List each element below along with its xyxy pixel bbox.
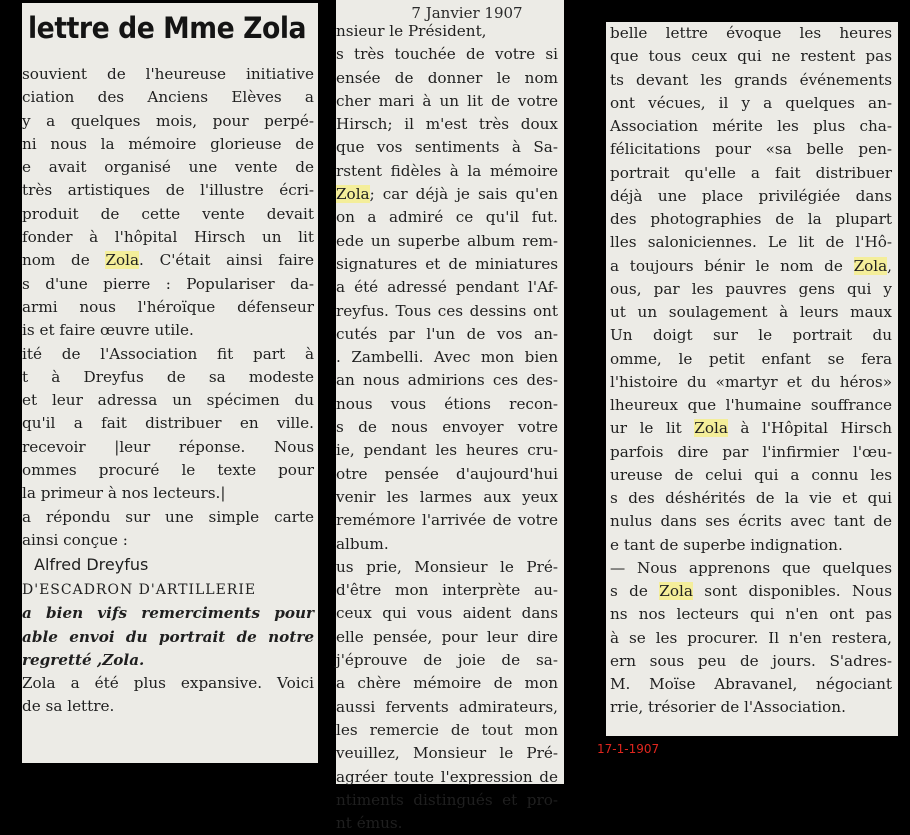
text-line: omme, le petit enfant se fera (610, 349, 892, 368)
text-line: us prie, Monsieur le Pré- (336, 557, 558, 576)
highlighted-name: Zola (105, 251, 140, 270)
text-line: regretté ,Zola. (22, 650, 145, 669)
text-line: an nous admirions ces des- (336, 371, 558, 390)
text-line: très artistiques de l'illustre écri- (22, 181, 314, 200)
text-segment: à l'Hôpital Hirsch (727, 419, 892, 438)
text-line: belle lettre évoque les heures (610, 24, 892, 42)
text-line: armi nous l'héroïque défenseur (22, 297, 314, 316)
text-line: lheureux que l'humaine souffrance (610, 396, 892, 414)
text-line: elle pensée, pour leur dire (336, 627, 558, 646)
text-line: à se les procurer. Il n'en restera, (610, 628, 892, 647)
text-line: s de nous envoyer votre (336, 418, 558, 437)
text-line: ut un soulagement à leurs maux (610, 303, 892, 321)
text-line: ede un superbe album rem- (336, 231, 558, 250)
text-line: souvient de l'heureuse initiative (22, 65, 314, 83)
date-caption: 17-1-1907 (597, 742, 660, 756)
highlighted-name: Zola (853, 256, 888, 275)
text-line: qu'il a fait distribuer en ville. (22, 414, 314, 433)
text-line: des photographies de la plupart (610, 210, 892, 228)
text-line: t à Dreyfus de sa modeste (22, 367, 314, 386)
text-segment: a toujours bénir le nom de (610, 256, 854, 275)
text-line: ensée de donner le nom (336, 68, 558, 87)
text-line: de sa lettre. (22, 697, 115, 716)
text-line: ainsi conçue : (22, 530, 128, 549)
text-line: ciation des Anciens Elèves a (22, 88, 314, 107)
text-line: remémore l'arrivée de votre (336, 511, 558, 530)
text-segment: ur le lit (610, 419, 695, 438)
text-segment: ; car déjà je sais qu'en (369, 185, 558, 204)
text-line: e avait organisé une vente de (22, 158, 314, 177)
text-line: nulus dans ses écrits avec tant de (610, 512, 892, 531)
text-line: is et faire œuvre utile. (22, 321, 194, 340)
text-line: ureuse de celui qui a connu les (610, 465, 892, 484)
newspaper-clipping-right (606, 22, 898, 736)
text-segment: , (887, 256, 892, 275)
text-line: rrie, trésorier de l'Association. (610, 698, 846, 717)
letter-dateline: 7 Janvier 1907 (411, 4, 523, 22)
text-line: Un doigt sur le portrait du (610, 326, 892, 345)
column-text (22, 63, 314, 719)
text-line: otre pensée d'aujourd'hui (336, 464, 558, 483)
text-line: agréer toute l'expression de (336, 767, 558, 786)
text-line: parfois dire par l'infirmier l'œu- (610, 442, 892, 461)
column-text (336, 20, 558, 835)
text-line: nous vous étions recon- (336, 394, 558, 413)
text-line: ie, pendant les heures cru- (336, 441, 558, 460)
highlighted-name: Zola (694, 419, 728, 438)
highlighted-name: Zola (336, 185, 370, 204)
text-line: portrait qu'elle a fait distribuer (610, 163, 892, 182)
text-line: produit de cette vente devait (22, 204, 314, 223)
text-line: veuillez, Monsieur le Pré- (336, 744, 558, 763)
text-line: y a quelques mois, pour perpé- (22, 111, 314, 130)
text-line: déjà une place privilégiée dans (610, 186, 892, 205)
text-line: rstent fidèles à la mémoire (336, 161, 558, 180)
text-line: la primeur à nos lecteurs.| (22, 484, 226, 503)
text-line: a bien vifs remerciments pour (22, 604, 314, 623)
text-line: album. (336, 534, 389, 553)
text-line: nt émus. (336, 814, 403, 833)
text-line: Association mérite les plus cha- (610, 117, 892, 135)
column-text (610, 22, 892, 720)
text-line (336, 183, 558, 206)
text-line: ns nos lecteurs qui n'en ont pas (610, 605, 892, 624)
text-line: s très touchée de votre si (336, 45, 558, 64)
text-line: D'ESCADRON D'ARTILLERIE (22, 582, 257, 599)
text-line: lles saloniciennes. Le lit de l'Hô- (610, 233, 892, 252)
text-line: — Nous apprenons que quelques (610, 558, 892, 577)
text-line: cutés par l'un de vos an- (336, 324, 558, 343)
text-line: M. Moïse Abravanel, négociant (610, 675, 892, 693)
text-line: les remercie de tout mon (336, 720, 558, 739)
text-line: Alfred Dreyfus (34, 555, 149, 575)
text-line: signatures et de miniatures (336, 254, 558, 273)
text-line: que vos sentiments à Sa- (336, 138, 558, 157)
highlighted-name: Zola (659, 582, 693, 600)
text-line (610, 580, 892, 603)
text-line: aussi fervents admirateurs, (336, 697, 558, 716)
text-line (610, 417, 892, 440)
text-line: . Zambelli. Avec mon bien (336, 348, 558, 367)
text-line: cher mari à un lit de votre (336, 91, 558, 110)
text-line: ern sous peu de jours. S'adres- (610, 651, 892, 670)
text-line: able envoi du portrait de notre (22, 627, 314, 646)
text-line: que tous ceux qui ne restent pas (610, 47, 892, 66)
article-heading: lettre de Mme Zola (28, 11, 307, 45)
text-line: ont vécues, il y a quelques an- (610, 93, 892, 112)
text-line: s d'une pierre : Populariser da- (22, 274, 314, 293)
text-line: e tant de superbe indignation. (610, 535, 843, 554)
text-line: ts devant les grands événements (610, 70, 892, 89)
text-line: félicitations pour «sa belle pen- (610, 140, 892, 159)
text-line: ceux qui vous aident dans (336, 604, 558, 623)
text-line: ommes procuré le texte pour (22, 461, 314, 480)
text-line: ité de l'Association fit part à (22, 344, 314, 363)
text-line: d'être mon interprète au- (336, 581, 558, 600)
text-line: a répondu sur une simple carte (22, 507, 314, 526)
text-line: on a admiré ce qu'il fut. (336, 208, 558, 227)
text-line: a été adressé pendant l'Af- (336, 278, 558, 297)
text-line: ni nous la mémoire glorieuse de (22, 134, 314, 153)
newspaper-clipping-middle (336, 0, 564, 833)
text-line: ous, par les pauvres gens qui y (610, 279, 892, 298)
text-line (22, 249, 314, 272)
text-line: et leur adressa un spécimen du (22, 391, 314, 410)
text-line: recevoir |leur réponse. Nous (22, 437, 314, 456)
text-line: venir les larmes aux yeux (336, 487, 558, 506)
text-segment: nom de (22, 251, 106, 270)
text-line: Hirsch; il m'est très doux (336, 115, 558, 134)
text-line: a chère mémoire de mon (336, 674, 558, 693)
text-segment: . C'était ainsi faire (139, 251, 314, 270)
newspaper-clipping-left (22, 3, 318, 763)
text-line (610, 255, 892, 278)
text-line: s des déshérités de la vie et qui (610, 489, 892, 507)
text-line: fonder à l'hôpital Hirsch un lit (22, 228, 314, 247)
text-line: reyfus. Tous ces dessins ont (336, 301, 558, 320)
text-line: l'histoire du «martyr et du héros» (610, 372, 892, 391)
text-segment: s de (610, 582, 660, 600)
text-line: nsieur le Président, (336, 22, 487, 40)
text-line: Zola a été plus expansive. Voici (22, 674, 314, 693)
text-line: ntiments distingués et pro- (336, 790, 558, 809)
text-segment: sont disponibles. Nous (692, 582, 892, 600)
text-line: j'éprouve de joie de sa- (336, 651, 558, 670)
